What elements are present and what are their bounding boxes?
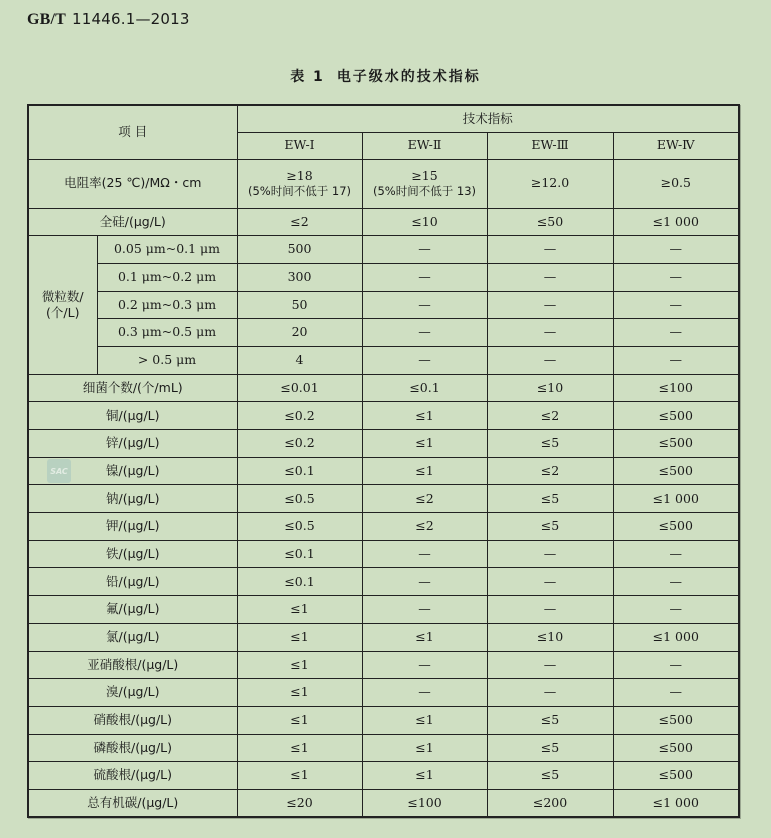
table-row	[28, 679, 739, 707]
cell-value: ≤1	[362, 706, 487, 734]
cell-value: ≤500	[613, 762, 739, 790]
cell-value: —	[362, 291, 487, 319]
cell-value: ≤500	[613, 430, 739, 458]
cell-value: ≤100	[362, 789, 487, 817]
cell-value: ≤1 000	[613, 208, 739, 236]
particle-range: 0.1 μm~0.2 μm	[97, 263, 237, 291]
cell-value: ≤1	[362, 762, 487, 790]
row-label: 氟/(μg/L)	[28, 596, 237, 624]
cell-value: —	[362, 596, 487, 624]
table-title	[0, 66, 771, 86]
value-note: (5%时间不低于 13)	[373, 184, 477, 199]
row-label: 总有机碳/(μg/L)	[28, 789, 237, 817]
cell-value: ≤1	[362, 430, 487, 458]
cell-value: ≤5	[487, 430, 613, 458]
cell-value: —	[613, 596, 739, 624]
particle-range: 0.2 μm~0.3 μm	[97, 291, 237, 319]
grade-header-ew3: EW-Ⅲ	[487, 132, 613, 159]
cell-value: —	[362, 319, 487, 347]
cell-value: ≤1	[237, 596, 362, 624]
row-label: 镍/(μg/L)	[28, 457, 237, 485]
row-label: 钠/(μg/L)	[28, 485, 237, 513]
row-label: 全硅/(μg/L)	[28, 208, 237, 236]
table-row	[28, 651, 739, 679]
cell-value: ≤500	[613, 734, 739, 762]
row-label: 亚硝酸根/(μg/L)	[28, 651, 237, 679]
cell-value: —	[487, 236, 613, 264]
cell-value: ≥0.5	[613, 159, 739, 208]
spec-table	[27, 104, 740, 818]
table-row	[28, 402, 739, 430]
cell-value: ≤100	[613, 374, 739, 402]
table-row	[28, 789, 739, 817]
cell-value: ≤500	[613, 706, 739, 734]
cell-value: ≤1	[362, 734, 487, 762]
value-main: ≥18	[286, 167, 313, 183]
row-label: 硝酸根/(μg/L)	[28, 706, 237, 734]
row-label: 锌/(μg/L)	[28, 430, 237, 458]
cell-value: —	[362, 346, 487, 374]
cell-value: —	[613, 263, 739, 291]
cell-value: ≤2	[487, 457, 613, 485]
cell-value: ≤2	[362, 513, 487, 541]
cell-value	[237, 159, 362, 208]
table-row	[28, 706, 739, 734]
cell-value: 300	[237, 263, 362, 291]
cell-value: ≤10	[487, 374, 613, 402]
particle-row	[28, 319, 739, 347]
particle-label-line1: 微粒数/	[41, 288, 84, 304]
cell-value	[362, 159, 487, 208]
cell-value: —	[613, 679, 739, 707]
cell-value: —	[362, 540, 487, 568]
grade-header-ew1: EW-Ⅰ	[237, 132, 362, 159]
cell-value: —	[487, 291, 613, 319]
cell-value: —	[613, 540, 739, 568]
cell-value: ≤1 000	[613, 789, 739, 817]
cell-value: ≤5	[487, 734, 613, 762]
cell-value: —	[362, 651, 487, 679]
value-note: (5%时间不低于 17)	[248, 184, 352, 199]
table-row	[28, 596, 739, 624]
table-row	[28, 762, 739, 790]
cell-value: ≤0.5	[237, 485, 362, 513]
particle-label-line2: (个/L)	[46, 304, 80, 320]
cell-value: ≤1	[237, 734, 362, 762]
row-label: 氯/(μg/L)	[28, 623, 237, 651]
table-row	[28, 513, 739, 541]
cell-value: 500	[237, 236, 362, 264]
cell-value: ≤500	[613, 402, 739, 430]
cell-value: —	[487, 679, 613, 707]
table-row	[28, 374, 739, 402]
particle-range: 0.05 μm~0.1 μm	[97, 236, 237, 264]
grade-header-ew4: EW-Ⅳ	[613, 132, 739, 159]
cell-value: ≤1 000	[613, 623, 739, 651]
cell-value: —	[613, 346, 739, 374]
table-caption: 电子级水的技术指标	[336, 69, 481, 85]
cell-value: ≤1	[237, 706, 362, 734]
cell-value: —	[613, 236, 739, 264]
particle-row	[28, 236, 739, 264]
cell-value: ≤5	[487, 485, 613, 513]
row-label: 磷酸根/(μg/L)	[28, 734, 237, 762]
cell-value: ≤10	[362, 208, 487, 236]
table-row	[28, 430, 739, 458]
cell-value: ≤1	[362, 457, 487, 485]
cell-value: ≤0.1	[237, 457, 362, 485]
row-label: 硫酸根/(μg/L)	[28, 762, 237, 790]
cell-value: ≤10	[487, 623, 613, 651]
table-row	[28, 568, 739, 596]
table-row	[28, 485, 739, 513]
row-label: 细菌个数/(个/mL)	[28, 374, 237, 402]
cell-value: ≤500	[613, 457, 739, 485]
cell-value: ≤20	[237, 789, 362, 817]
header-row-1	[28, 105, 739, 132]
row-label: 钾/(μg/L)	[28, 513, 237, 541]
grade-header-ew2: EW-Ⅱ	[362, 132, 487, 159]
row-label: 铅/(μg/L)	[28, 568, 237, 596]
cell-value: —	[487, 263, 613, 291]
cell-value: ≤0.1	[362, 374, 487, 402]
cell-value: —	[487, 596, 613, 624]
particle-range: 0.3 μm~0.5 μm	[97, 319, 237, 347]
cell-value: —	[487, 568, 613, 596]
cell-value: 4	[237, 346, 362, 374]
particle-row	[28, 291, 739, 319]
cell-value: ≤0.1	[237, 540, 362, 568]
cell-value: ≤5	[487, 706, 613, 734]
particle-row	[28, 263, 739, 291]
item-header: 项 目	[28, 105, 237, 159]
cell-value: —	[613, 291, 739, 319]
cell-value: 20	[237, 319, 362, 347]
cell-value: —	[487, 540, 613, 568]
standard-code: 11446.1—2013	[72, 10, 190, 28]
cell-value: ≤1	[362, 402, 487, 430]
cell-value: —	[362, 236, 487, 264]
cell-value: 50	[237, 291, 362, 319]
table-row	[28, 540, 739, 568]
cell-value: ≤1	[237, 762, 362, 790]
cell-value: ≤500	[613, 513, 739, 541]
row-label: 电阻率(25 ℃)/MΩ・cm	[28, 159, 237, 208]
cell-value: ≤0.5	[237, 513, 362, 541]
cell-value: ≤1	[237, 651, 362, 679]
cell-value: ≤1	[237, 679, 362, 707]
table-number: 表 1	[290, 69, 325, 85]
table-row	[28, 734, 739, 762]
particle-row	[28, 346, 739, 374]
cell-value: ≥12.0	[487, 159, 613, 208]
cell-value: —	[487, 319, 613, 347]
cell-value: ≤1	[237, 623, 362, 651]
cell-value: —	[362, 679, 487, 707]
cell-value: ≤5	[487, 762, 613, 790]
cell-value: —	[362, 568, 487, 596]
cell-value: —	[613, 568, 739, 596]
cell-value: ≤0.1	[237, 568, 362, 596]
cell-value: ≤1	[362, 623, 487, 651]
cell-value: —	[487, 651, 613, 679]
particle-group-label	[28, 236, 97, 374]
resistivity-row	[28, 159, 739, 208]
table-row	[28, 457, 739, 485]
cell-value: ≤0.2	[237, 402, 362, 430]
row-label: 铁/(μg/L)	[28, 540, 237, 568]
cell-value: —	[613, 651, 739, 679]
silicon-row	[28, 208, 739, 236]
cell-value: ≤50	[487, 208, 613, 236]
particle-range: > 0.5 μm	[97, 346, 237, 374]
standard-number	[27, 10, 190, 29]
spec-group-header: 技术指标	[237, 105, 739, 132]
table-row	[28, 623, 739, 651]
cell-value: —	[362, 263, 487, 291]
sac-watermark-logo: SAC	[47, 459, 71, 483]
standard-prefix: GB/T	[27, 11, 67, 28]
cell-value: —	[613, 319, 739, 347]
cell-value: ≤2	[487, 402, 613, 430]
cell-value: —	[487, 346, 613, 374]
cell-value: ≤0.01	[237, 374, 362, 402]
row-label: 溴/(μg/L)	[28, 679, 237, 707]
row-label: 铜/(μg/L)	[28, 402, 237, 430]
cell-value: ≤2	[362, 485, 487, 513]
cell-value: ≤200	[487, 789, 613, 817]
value-main: ≥15	[411, 167, 438, 183]
cell-value: ≤5	[487, 513, 613, 541]
cell-value: ≤2	[237, 208, 362, 236]
cell-value: ≤1 000	[613, 485, 739, 513]
cell-value: ≤0.2	[237, 430, 362, 458]
